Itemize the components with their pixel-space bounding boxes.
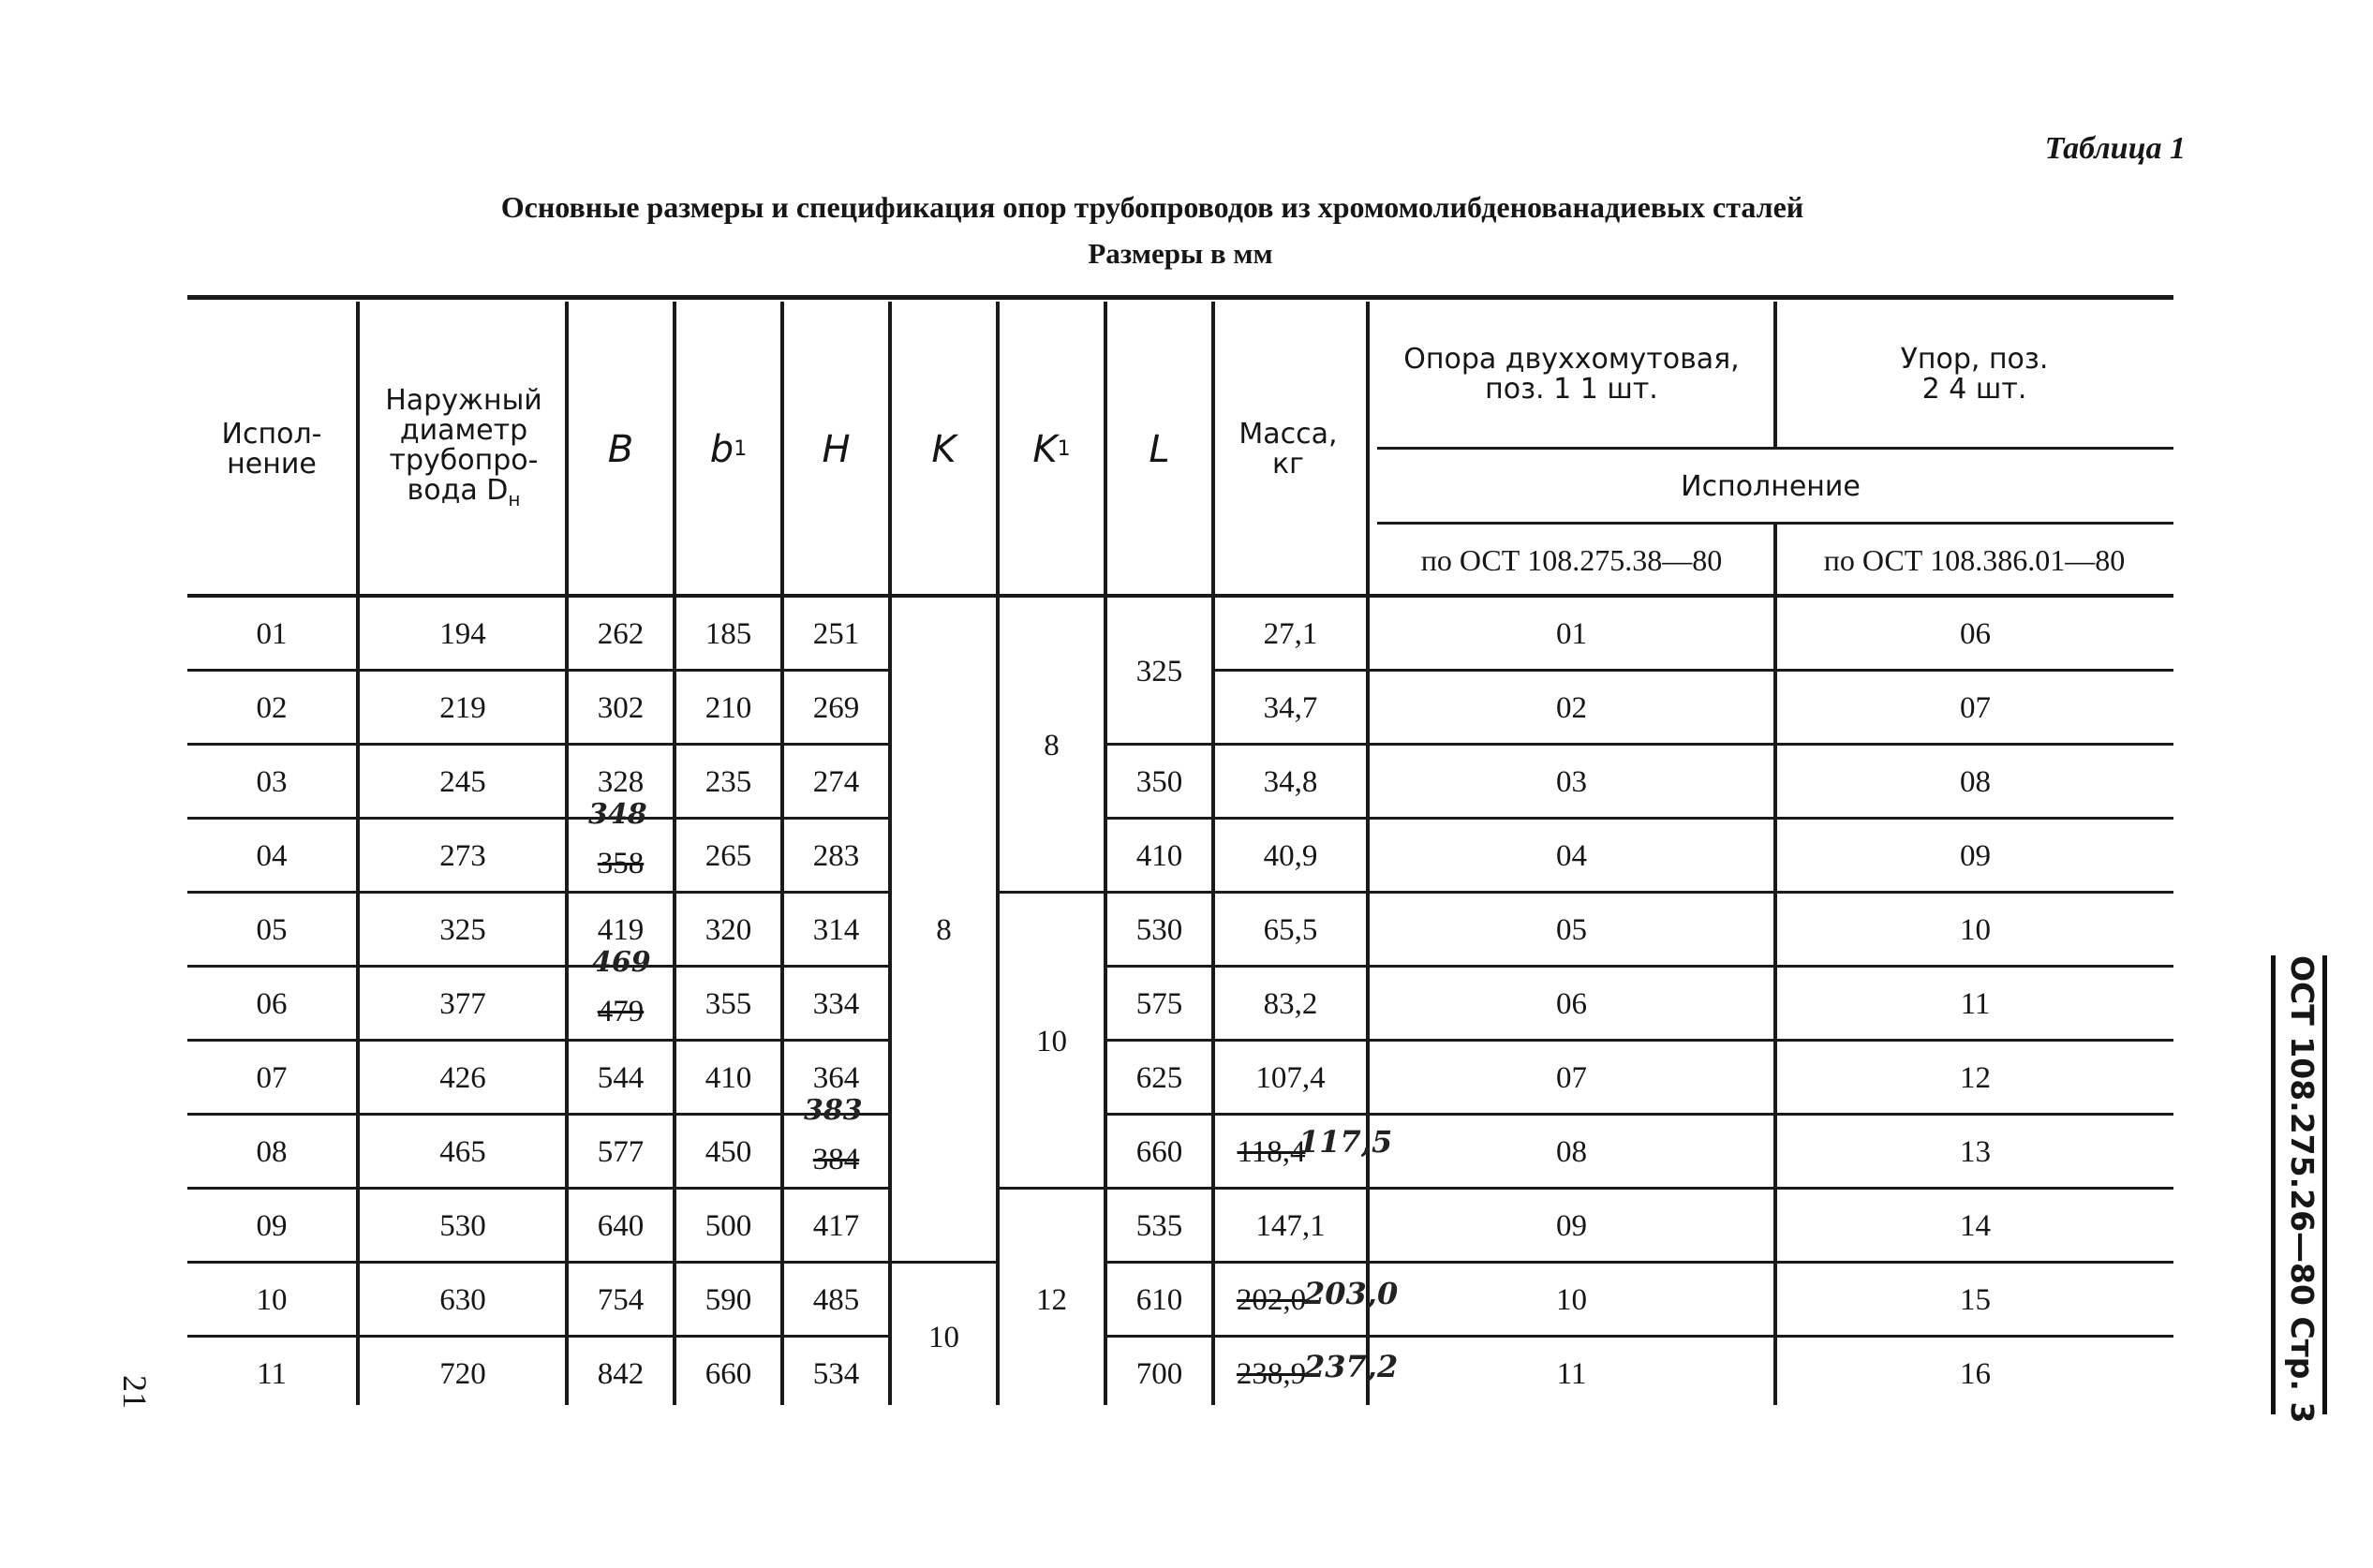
cell-upor: 13 [1960, 1135, 1991, 1169]
cell-B: 842 [597, 1357, 645, 1391]
cell-opora: 03 [1556, 765, 1587, 799]
header-mass: Масса, кг [1238, 418, 1338, 481]
cell-H: 485 [812, 1283, 860, 1317]
cell-L: 535 [1135, 1209, 1183, 1243]
cell-diameter: 245 [439, 765, 486, 799]
cell-b1: 210 [704, 691, 752, 725]
header-B: B [607, 428, 634, 471]
cell-H: 364 [812, 1061, 860, 1095]
cell-B: 479 [597, 994, 645, 1028]
cell-isp: 09 [256, 1209, 288, 1243]
cell-isp: 05 [256, 913, 288, 947]
page-number: 21 [116, 1375, 154, 1409]
rule-top [187, 295, 2173, 300]
cell-B: 262 [597, 617, 645, 651]
cell-isp: 01 [256, 617, 288, 651]
cell-diameter: 325 [439, 913, 486, 947]
cell-B: 302 [597, 691, 645, 725]
cell-upor: 06 [1960, 617, 1991, 651]
cell-opora: 11 [1556, 1357, 1587, 1391]
cell-upor: 15 [1960, 1283, 1991, 1317]
cell-mass: 40,9 [1263, 839, 1318, 873]
cell-diameter: 377 [439, 987, 486, 1021]
cell-b1: 185 [704, 617, 752, 651]
header-K1: K 1 [1032, 428, 1071, 471]
cell-opora: 05 [1556, 913, 1587, 947]
cell-B: 640 [597, 1209, 645, 1243]
cell-upor: 12 [1960, 1061, 1991, 1095]
cell-mass: 107,4 [1255, 1061, 1326, 1095]
cell-isp: 08 [256, 1135, 288, 1169]
cell-upor: 09 [1960, 839, 1991, 873]
cell-L: 625 [1135, 1061, 1183, 1095]
cell-diameter: 530 [439, 1209, 486, 1243]
cell-L: 410 [1135, 839, 1183, 873]
cell-B: 754 [597, 1283, 645, 1317]
handwritten-correction: 237,2 [1304, 1349, 1399, 1384]
cell-upor: 11 [1960, 987, 1991, 1021]
cell-upor: 10 [1960, 913, 1991, 947]
cell-mass: 65,5 [1263, 913, 1318, 947]
cell-b1: 355 [704, 987, 752, 1021]
cell-isp: 07 [256, 1061, 288, 1095]
cell-mass: 27,1 [1263, 617, 1318, 651]
cell-opora: 01 [1556, 617, 1587, 651]
cell-opora: 02 [1556, 691, 1587, 725]
header-H: H [822, 428, 851, 471]
document-code: ОСТ 108.275.26—80 Стр. 3 [2271, 955, 2327, 1414]
vline-1 [356, 302, 360, 1405]
cell-opora: 04 [1556, 839, 1587, 873]
cell-diameter: 219 [439, 691, 486, 725]
cell-diameter: 630 [439, 1283, 486, 1317]
cell-B: 544 [597, 1061, 645, 1095]
cell-isp: 10 [256, 1283, 288, 1317]
handwritten-correction: 469 [592, 946, 651, 979]
cell-L: 700 [1135, 1357, 1183, 1391]
header-b1: b 1 [709, 428, 748, 471]
cell-diameter: 194 [439, 617, 486, 651]
vline-10a [1773, 302, 1777, 449]
cell-mass: 34,8 [1263, 765, 1318, 799]
cell-b1: 450 [704, 1135, 752, 1169]
table-title: Основные размеры и спецификация опор трубопроводов из хромомолибденованадиевых сталей [500, 190, 1804, 224]
cell-isp: 02 [256, 691, 288, 725]
cell-mass: 147,1 [1255, 1209, 1326, 1243]
table-label: Таблица 1 [2044, 131, 2186, 166]
cell-mass: 34,7 [1263, 691, 1318, 725]
handwritten-correction: 203,0 [1304, 1276, 1399, 1311]
header-ost-upor: по ОСТ 108.386.01—80 [1823, 542, 2126, 577]
cell-upor: 08 [1960, 765, 1991, 799]
cell-diameter: 426 [439, 1061, 486, 1095]
cell-b1: 320 [704, 913, 752, 947]
cell-upor: 16 [1960, 1357, 1991, 1391]
cell-B: 358 [597, 846, 645, 880]
cell-mass: 202,0 [1236, 1283, 1307, 1317]
cell-diameter: 720 [439, 1357, 486, 1391]
cell-b1: 500 [704, 1209, 752, 1243]
cell-H: 274 [812, 765, 860, 799]
cell-B: 577 [597, 1135, 645, 1169]
cell-K-merged: 10 [928, 1320, 959, 1354]
cell-L: 325 [1135, 654, 1183, 688]
cell-H: 251 [812, 617, 860, 651]
cell-L: 350 [1135, 765, 1183, 799]
cell-upor: 07 [1960, 691, 1991, 725]
header-L: L [1149, 428, 1170, 471]
header-ispolnenie: Испол-нение [221, 418, 322, 481]
cell-L: 530 [1135, 913, 1183, 947]
cell-H: 269 [812, 691, 860, 725]
cell-upor: 14 [1960, 1209, 1991, 1243]
cell-L: 610 [1135, 1283, 1183, 1317]
cell-opora: 10 [1556, 1283, 1587, 1317]
cell-b1: 265 [704, 839, 752, 873]
header-ispolnenie-sub: Исполнение [1681, 470, 1861, 503]
cell-b1: 410 [704, 1061, 752, 1095]
cell-K1-merged: 10 [1036, 1024, 1067, 1058]
cell-B: 419 [597, 913, 645, 947]
cell-K1-merged: 8 [1044, 728, 1060, 762]
cell-K-merged: 8 [936, 913, 952, 947]
cell-H: 334 [812, 987, 860, 1021]
cell-diameter: 273 [439, 839, 486, 873]
cell-H: 417 [812, 1209, 860, 1243]
header-opora: Опора двухxомутовая, поз. 1 1 шт. [1403, 343, 1740, 406]
header-diameter: Наружный диаметр трубопро-вода $D_н$ [385, 383, 542, 510]
handwritten-correction: 117,5 [1298, 1124, 1393, 1160]
header-K: K [931, 428, 957, 471]
cell-K1-merged: 12 [1036, 1283, 1067, 1317]
cell-mass: 118,4 [1237, 1135, 1306, 1169]
cell-opora: 07 [1556, 1061, 1587, 1095]
cell-L: 575 [1135, 987, 1183, 1021]
cell-opora: 08 [1556, 1135, 1587, 1169]
cell-H: 314 [812, 913, 860, 947]
cell-mass: 83,2 [1263, 987, 1318, 1021]
handwritten-correction: 383 [804, 1094, 863, 1127]
handwritten-correction: 348 [588, 798, 647, 831]
cell-isp: 06 [256, 987, 288, 1021]
cell-isp: 03 [256, 765, 288, 799]
cell-b1: 660 [704, 1357, 752, 1391]
cell-b1: 590 [704, 1283, 752, 1317]
cell-b1: 235 [704, 765, 752, 799]
units-note: Размеры в мм [1088, 237, 1273, 270]
cell-H: 384 [812, 1142, 860, 1176]
cell-mass: 238,9 [1236, 1357, 1307, 1391]
cell-H: 283 [812, 839, 860, 873]
cell-isp: 04 [256, 839, 288, 873]
cell-isp: 11 [257, 1357, 287, 1391]
cell-B: 328 [597, 765, 645, 799]
cell-opora: 09 [1556, 1209, 1587, 1243]
header-ost-opora: по ОСТ 108.275.38—80 [1420, 542, 1723, 577]
cell-H: 534 [812, 1357, 860, 1391]
cell-diameter: 465 [439, 1135, 486, 1169]
cell-L: 660 [1135, 1135, 1183, 1169]
header-upor: Упор, поз. 2 4 шт. [1900, 343, 2049, 406]
cell-opora: 06 [1556, 987, 1587, 1021]
